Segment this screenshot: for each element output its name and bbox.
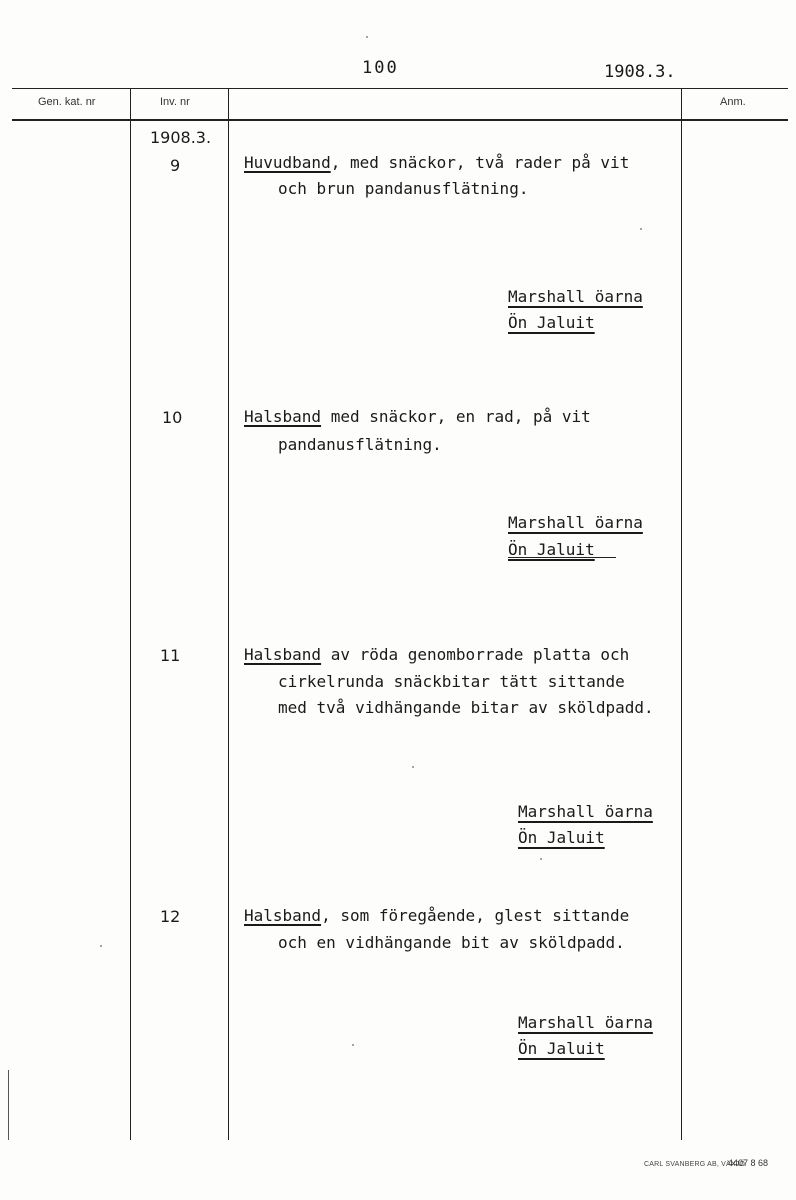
- location-underline-extension: [508, 557, 616, 558]
- scan-speck: [366, 36, 368, 38]
- page-year-header: 1908.3.: [604, 62, 676, 82]
- entry-location-region: Marshall öarna: [508, 287, 643, 306]
- column-header-inv: Inv. nr: [160, 96, 190, 108]
- header-top-rule: [12, 88, 788, 89]
- entry-location-island: Ön Jaluit: [518, 1039, 605, 1058]
- scan-speck: [540, 858, 542, 860]
- entry-location-region: Marshall öarna: [518, 1013, 653, 1032]
- column-header-anm: Anm.: [720, 96, 746, 108]
- entry-description: [244, 404, 591, 430]
- inv-number: 11: [160, 646, 181, 665]
- entry-title: Halsband: [244, 407, 322, 426]
- inv-number: 9: [170, 156, 181, 175]
- entry-title: Halsband: [244, 906, 322, 925]
- entry-location-region: Marshall öarna: [518, 802, 653, 821]
- scan-speck: [412, 766, 414, 768]
- form-code: 4407 8 68: [728, 1158, 769, 1168]
- inv-number: 12: [160, 907, 181, 926]
- entry-desc-line: och brun pandanusflätning.: [278, 179, 529, 198]
- entry-description: [244, 903, 629, 929]
- page-number: 100: [362, 58, 399, 78]
- entry-desc-line: med två vidhängande bitar av sköldpadd.: [278, 698, 654, 717]
- header-bottom-rule: [12, 119, 788, 121]
- entry-description: [244, 642, 629, 668]
- entry-description: [244, 150, 629, 176]
- entry-desc-line: av röda genomborrade platta och: [321, 645, 630, 664]
- entry-location-region: Marshall öarna: [508, 513, 643, 532]
- entry-location-island: Ön Jaluit: [508, 313, 595, 332]
- scan-speck: [352, 1044, 354, 1046]
- entry-desc-line: , med snäckor, två rader på vit: [330, 153, 630, 172]
- entry-desc-line: , som föregående, glest sittande: [321, 906, 630, 925]
- entry-location-island: Ön Jaluit: [518, 828, 605, 847]
- entry-desc-line: cirkelrunda snäckbitar tätt sittande: [278, 672, 625, 691]
- column-header-gen-kat: Gen. kat. nr: [38, 96, 96, 108]
- scan-speck: [100, 945, 102, 947]
- entry-desc-line: och en vidhängande bit av sköldpadd.: [278, 933, 625, 952]
- entry-location-island: Ön Jaluit: [508, 540, 595, 559]
- column-divider-inv-desc: [228, 88, 229, 1140]
- column-divider-desc-anm: [681, 88, 682, 1140]
- scan-speck: [640, 228, 642, 230]
- entry-desc-line: med snäckor, en rad, på vit: [321, 407, 591, 426]
- printer-imprint: CARL SVANBERG AB, VÄXJÖ: [644, 1161, 746, 1168]
- inv-prefix: 1908.3.: [150, 128, 212, 147]
- entry-title: Huvudband: [244, 153, 331, 172]
- left-margin-mark: [8, 1070, 9, 1140]
- entry-title: Halsband: [244, 645, 322, 664]
- entry-desc-line: pandanusflätning.: [278, 435, 442, 454]
- inv-number: 10: [162, 408, 183, 427]
- column-divider-gen-inv: [130, 88, 131, 1140]
